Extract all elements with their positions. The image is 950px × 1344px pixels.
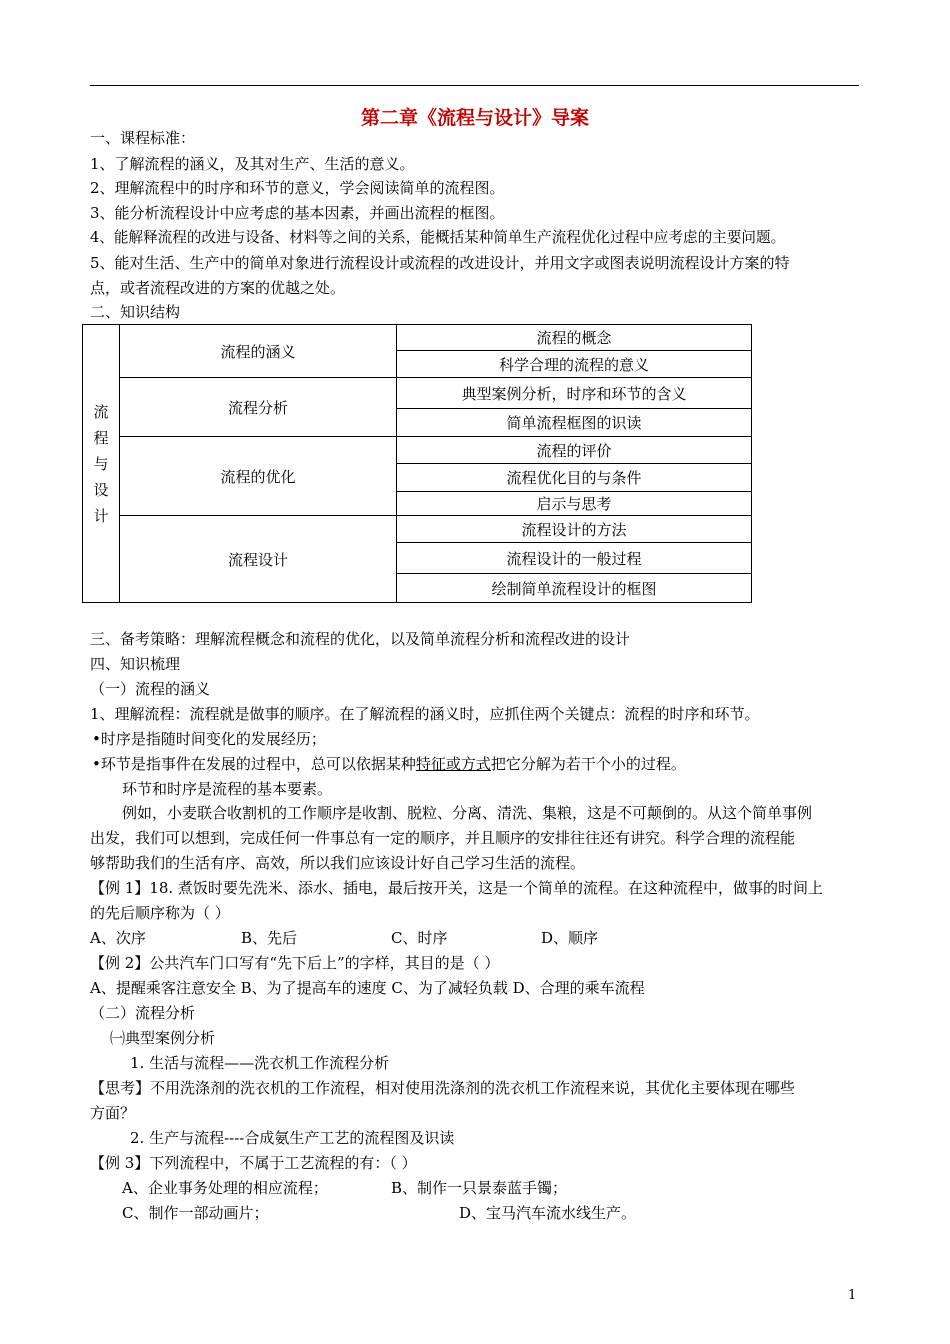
root-char: 计 xyxy=(93,506,109,525)
example2-options: A、提醒乘客注意安全 B、为了提高车的速度 C、为了减轻负载 D、合理的乘车流程 xyxy=(90,979,645,997)
item-cell: 启示与思考 xyxy=(397,492,752,516)
review-p2: 环节和时序是流程的基本要素。 xyxy=(122,780,333,798)
root-char: 程 xyxy=(93,428,109,447)
example1-line1: 【例 1】18. 煮饭时要先洗米、添水、插电，最后按开关，这是一个简单的流程。在这种流程中，做事的时间上 xyxy=(90,879,823,897)
example3-option-d: D、宝马汽车流水线生产。 xyxy=(459,1204,637,1222)
example1-option-d: D、顺序 xyxy=(541,929,599,947)
example3-option-a: A、企业事务处理的相应流程； xyxy=(122,1179,328,1197)
knowledge-structure-table xyxy=(82,324,752,603)
review-sub2: （二）流程分析 xyxy=(90,1004,196,1022)
root-char: 设 xyxy=(93,480,109,499)
review-p1: 1、理解流程：流程就是做事的顺序。在了解流程的涵义时，应抓住两个关键点：流程的时序和环节。 xyxy=(90,705,760,723)
group-cell: 流程分析 xyxy=(120,378,397,437)
standard-item-2: 2、理解流程中的时序和环节的意义，学会阅读简单的流程图。 xyxy=(90,179,505,197)
think-line1: 【思考】不用洗涤剂的洗衣机的工作流程，相对使用洗涤剂的洗衣机工作流程来说，其优化主要体现在哪些 xyxy=(90,1079,796,1097)
standard-item-3: 3、能分析流程设计中应考虑的基本因素，并画出流程的框图。 xyxy=(90,204,505,222)
example1-option-a: A、次序 xyxy=(90,929,146,947)
bullet-timing: •时序是指随时间变化的发展经历； xyxy=(92,730,326,748)
standard-item-1: 1、了解流程的涵义，及其对生产、生活的意义。 xyxy=(90,155,415,173)
example3-option-b: B、制作一只景泰蓝手镯； xyxy=(391,1179,568,1197)
item-cell: 典型案例分析，时序和环节的含义 xyxy=(397,378,752,409)
root-char: 与 xyxy=(93,454,109,473)
example1-option-c: C、时序 xyxy=(391,929,448,947)
strategy-line: 三、备考策略：理解流程概念和流程的优化，以及简单流程分析和流程改进的设计 xyxy=(90,630,631,648)
think-line2: 方面？ xyxy=(90,1104,136,1122)
review-sub1: （一）流程的涵义 xyxy=(90,680,211,698)
structure-root-cell xyxy=(83,325,120,603)
review-p3-line1: 例如，小麦联合收割机的工作顺序是收割、脱粒、分离、清洗、集粮，这是不可颠倒的。从这个简单事例 xyxy=(122,804,813,822)
bullet-link: •环节是指事件在发展的过程中，总可以依据某种特征或方式把它分解为若干个小的过程。 xyxy=(92,755,686,773)
group-cell: 流程设计 xyxy=(120,516,397,603)
page-number: 1 xyxy=(848,1288,857,1303)
group-cell: 流程的涵义 xyxy=(120,325,397,378)
review-p3-line2: 出发，我们可以想到，完成任何一件事总有一定的顺序，并且顺序的安排往往还有讲究。科学合理的流程能 xyxy=(90,829,796,847)
header-rule xyxy=(90,85,859,86)
standard-item-4: 4、能解释流程的改进与设备、材料等之间的关系，能概括某种简单生产流程优化过程中应考虑的主要问题。 xyxy=(90,229,786,246)
standards-heading: 一、课程标准： xyxy=(90,129,196,147)
item-cell: 绘制简单流程设计的框图 xyxy=(397,574,752,603)
standard-item-5: 5、能对生活、生产中的简单对象进行流程设计或流程的改进设计，并用文字或图表说明流程设计方案的特 xyxy=(90,254,790,272)
item-cell: 流程的概念 xyxy=(397,325,752,351)
standard-item-5-cont: 点，或者流程改进的方案的优越之处。 xyxy=(90,279,346,297)
item-cell: 简单流程框图的识读 xyxy=(397,409,752,437)
example1-line2: 的先后顺序称为（ ） xyxy=(90,904,230,922)
page-title: 第二章《流程与设计》导案 xyxy=(360,107,589,129)
case2: 2. 生产与流程----合成氨生产工艺的流程图及识读 xyxy=(130,1129,455,1147)
case1: 1. 生活与流程——洗衣机工作流程分析 xyxy=(130,1054,390,1072)
example2: 【例 2】公共汽车门口写有“先下后上”的字样，其目的是（ ） xyxy=(90,954,500,972)
review-p3-line3: 够帮助我们的生活有序、高效，所以我们应该设计好自己学习生活的流程。 xyxy=(90,854,586,872)
review-heading: 四、知识梳理 xyxy=(90,655,181,673)
item-cell: 流程设计的一般过程 xyxy=(397,543,752,574)
example3-option-c: C、制作一部动画片； xyxy=(122,1204,269,1222)
item-cell: 科学合理的流程的意义 xyxy=(397,351,752,378)
group-cell: 流程的优化 xyxy=(120,437,397,516)
structure-heading: 二、知识结构 xyxy=(90,303,181,321)
review-sub2-1: ㈠典型案例分析 xyxy=(110,1029,216,1047)
example3: 【例 3】下列流程中，不属于工艺流程的有：（ ） xyxy=(90,1154,417,1172)
item-cell: 流程优化目的与条件 xyxy=(397,464,752,492)
item-cell: 流程设计的方法 xyxy=(397,516,752,543)
root-char: 流 xyxy=(93,402,109,421)
item-cell: 流程的评价 xyxy=(397,437,752,464)
example1-option-b: B、先后 xyxy=(241,929,298,947)
